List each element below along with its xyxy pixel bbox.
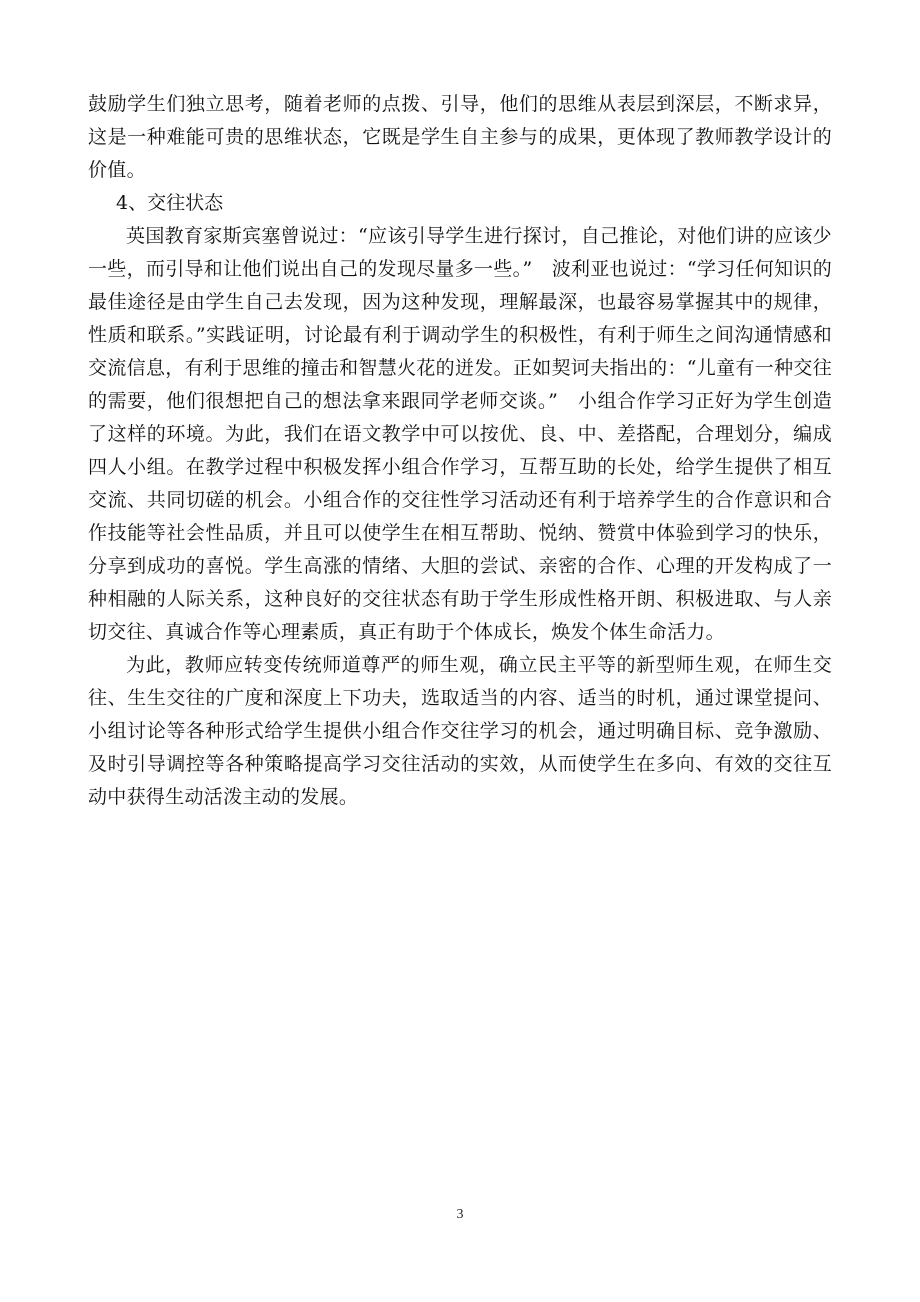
paragraph-continuation: 鼓励学生们独立思考，随着老师的点拨、引导，他们的思维从表层到深层，不断求异，这是一种难能可贵的思维状态，它既是学生自主参与的成果，更体现了教师教学设计的价值。	[88, 93, 832, 181]
paragraph-conclusion: 为此，教师应转变传统师道尊严的师生观，确立民主平等的新型师生观，在师生交往、生生交往的广度和深度上下功夫，选取适当的内容、适当的时机，通过课堂提问、小组讨论等各种形式给学生提供小组合作交往学习的机会，通过明确目标、竞争激励、及时引导调控等各种策略提高学习交往活动的实效，从而使学生在多向、有效的交往互动中获得生动活泼主动的发展。	[88, 654, 832, 808]
document-body	[88, 88, 832, 814]
page-number: 3	[456, 1207, 464, 1222]
section-heading: 4、交往状态	[116, 192, 224, 214]
paragraph-communication: 英国教育家斯宾塞曾说过：“应该引导学生进行探讨，自己推论，对他们讲的应该少一些，而引导和让他们说出自己的发现尽量多一些。” 波利亚也说过：“学习任何知识的最佳途径是由学生自己去发现，因为这种发现，理解最深，也最容易掌握其中的规律，性质和联系。”实践证明，讨论最有利于调动学生的积极性，有利于师生之间沟通情感和交流信息，有利于思维的撞击和智慧火花的迸发。正如契诃夫指出的：“儿童有一种交往的需要，他们很想把自己的想法拿来跟同学老师交谈。” 小组合作学习正好为学生创造了这样的环境。为此，我们在语文教学中可以按优、良、中、差搭配，合理划分，编成四人小组。在教学过程中积极发挥小组合作学习，互帮互助的长处，给学生提供了相互交流、共同切磋的机会。小组合作的交往性学习活动还有利于培养学生的合作意识和合作技能等社会性品质，并且可以使学生在相互帮助、悦纳、赞赏中体验到学习的快乐，分享到成功的喜悦。学生高涨的情绪、大胆的尝试、亲密的合作、心理的开发构成了一种相融的人际关系，这种良好的交往状态有助于学生形成性格开朗、积极进取、与人亲切交往、真诚合作等心理素质，真正有助于个体成长，焕发个体生命活力。	[88, 225, 832, 643]
